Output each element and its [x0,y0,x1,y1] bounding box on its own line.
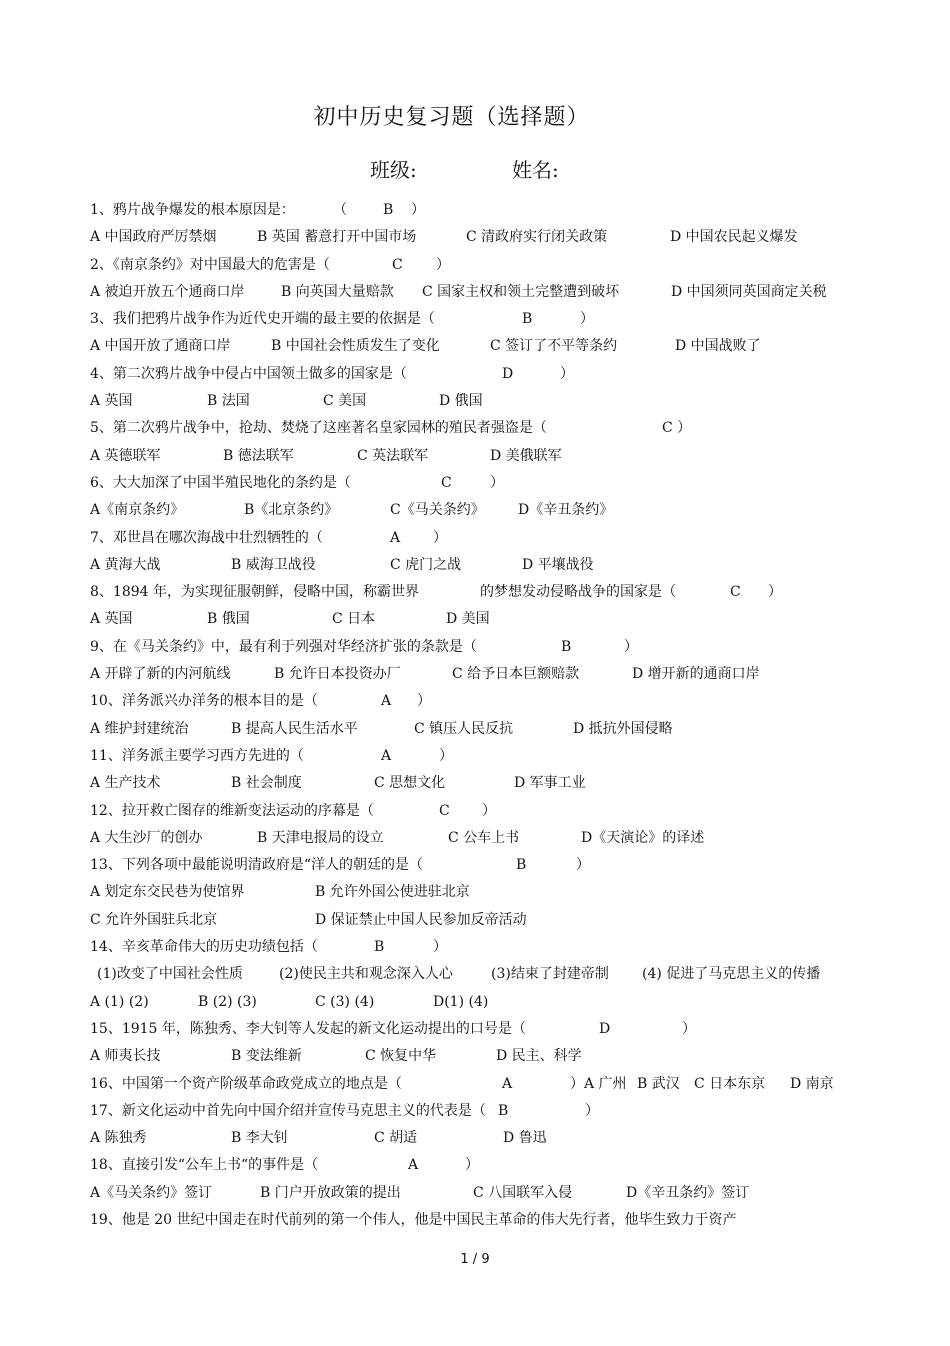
text-segment: 9、在《马关条约》中，最有利于列强对华经济扩张的条款是（ [90,638,477,655]
text-segment: C 国家主权和领土完整遭到破坏 [422,283,620,300]
text-segment: A 英国 [90,393,133,410]
question-line [90,306,850,333]
question-line [90,989,850,1016]
question-line [90,1207,850,1234]
text-segment: 14、辛亥革命伟大的历史功绩包括（ [90,939,318,956]
text-segment: D 美国 [446,611,490,628]
text-segment: D 俄国 [439,393,483,410]
text-segment: (2)使民主共和观念深入人心 [279,966,453,983]
text-segment: B 俄国 [207,611,250,628]
page-number: 1 / 9 [460,1252,490,1267]
text-segment: C 镇压人民反抗 [414,720,514,737]
text-segment: D 中国战败了 [675,338,761,355]
text-segment: C 八国联军入侵 [473,1184,573,1201]
text-segment: ） [433,939,447,956]
text-segment: D 平壤战役 [522,556,594,573]
text-segment: A [381,693,392,710]
text-segment: A 英国 [90,611,133,628]
text-segment: B 德法联军 [223,447,294,464]
text-segment: A [502,1075,513,1092]
question-line [90,1071,850,1098]
text-segment: D 抵抗外国侵略 [573,720,673,737]
text-segment: A [381,747,392,764]
text-segment: ） [482,802,496,819]
text-segment: D 鲁迅 [503,1130,547,1147]
text-segment: （ [333,202,347,218]
question-line [90,634,850,661]
text-segment: C [730,584,741,601]
question-line [90,1180,850,1207]
text-segment: D 美俄联军 [490,447,562,464]
question-line [90,1098,850,1125]
text-segment: B 李大钊 [231,1130,288,1147]
text-segment: 2、《南京条约》对中国最大的危害是（ [90,256,330,273]
text-segment: D 增开新的通商口岸 [632,666,760,683]
text-segment: ） [436,256,450,273]
question-line [90,333,850,360]
text-segment: C 恢复中华 [365,1048,437,1065]
text-segment: D 保证禁止中国人民参加反帝活动 [315,911,527,928]
text-segment: C [439,802,450,819]
text-segment: C [392,256,403,273]
text-segment: 18、直接引发“公车上书“的事件是（ [90,1157,319,1174]
text-segment: D [502,365,514,382]
text-segment: 10、洋务派兴办洋务的根本目的是（ [90,693,318,710]
text-segment: A [408,1157,419,1174]
question-line [90,525,850,552]
text-segment: ） [682,1020,696,1037]
text-segment: C 胡适 [374,1130,418,1147]
text-segment: D 民主、科学 [496,1048,582,1065]
text-segment: 15、1915 年，陈独秀、李大钊等人发起的新文化运动提出的口号是（ [90,1020,526,1037]
question-line [90,579,850,606]
question-line [90,798,850,825]
text-segment: B 法国 [207,393,250,410]
text-segment: C 给予日本巨额赔款 [452,666,580,683]
text-segment: 6、大大加深了中国半殖民地化的条约是（ [90,474,351,491]
text-segment: 11、洋务派主要学习西方先进的（ [90,747,304,764]
text-segment: ） [490,474,504,491]
text-segment: D 军事工业 [514,775,586,792]
question-list [90,197,850,1234]
text-segment: ） [439,747,453,764]
text-segment: ） [585,1102,599,1119]
text-segment: C (3) (4) [315,993,375,1010]
text-segment: B 武汉 [637,1075,680,1092]
text-segment: A《南京条约》 [90,502,185,519]
text-segment: 1、鸦片战争爆发的根本原因是： [90,202,295,218]
question-line [90,907,850,934]
question-line [90,552,850,579]
question-line [90,879,850,906]
question-line [90,770,850,797]
text-segment: B 社会制度 [231,775,302,792]
question-line [90,443,850,470]
text-segment: B [516,857,527,874]
text-segment: D(1) (4) [433,993,489,1010]
text-segment: B [374,939,385,956]
text-segment: ） [465,1157,479,1174]
question-line [90,716,850,743]
question-line [90,388,850,415]
text-segment: A (1) (2) [90,993,149,1010]
text-segment: (4) 促进了马克思主义的传播 [642,966,821,983]
text-segment: C 日本 [332,611,376,628]
text-segment: ） [768,584,782,601]
text-segment: C 允许外国驻兵北京 [90,911,218,928]
text-segment: B (2) (3) [198,993,257,1010]
text-segment: 8、1894 年，为实现征服朝鲜，侵略中国，称霸世界 [90,584,419,601]
text-segment: B 天津电报局的设立 [257,829,384,846]
question-line [90,606,850,633]
text-segment: C 美国 [323,393,367,410]
text-segment: B 门户开放政策的提出 [260,1184,401,1201]
question-line [90,1016,850,1043]
class-label: 班级: [370,158,417,182]
text-segment: ）A 广州 [570,1075,627,1092]
text-segment: D《辛丑条约》 [518,502,614,519]
question-line [90,852,850,879]
text-segment: 13、下列各项中最能说明清政府是“洋人的朝廷的是（ [90,857,423,874]
question-line [90,934,850,961]
text-segment: A 大生沙厂的创办 [90,829,203,846]
text-segment: D 中国农民起义爆发 [670,229,798,246]
text-segment: ） [417,693,431,710]
question-line [90,1125,850,1152]
text-segment: 7、邓世昌在哪次海战中壮烈牺牲的（ [90,529,323,546]
text-segment: ） [411,202,425,218]
text-segment: (3)结束了封建帝制 [491,966,609,983]
text-segment: ） [580,311,594,328]
text-segment: 5、第二次鸦片战争中，抢劫、焚烧了这座著名皇家园林的殖民者强盗是（ [90,420,547,437]
text-segment: B 允许外国公使进驻北京 [315,884,470,901]
text-segment: 12、拉开救亡图存的维新变法运动的序幕是（ [90,802,374,819]
text-segment: B 向英国大量赔款 [281,283,394,300]
text-segment: C《马关条约》 [390,502,485,519]
text-segment: C [441,474,452,491]
question-line [90,825,850,852]
text-segment: A 维护封建统治 [90,720,189,737]
text-segment: 3、我们把鸦片战争作为近代史开端的最主要的依据是（ [90,311,435,328]
question-line [90,279,850,306]
question-line [90,470,850,497]
text-segment: B 威海卫战役 [231,556,316,573]
text-segment: A 黄海大战 [90,556,161,573]
question-line [90,415,850,442]
question-line [90,961,850,988]
question-line [90,661,850,688]
text-segment: C 英法联军 [357,447,429,464]
text-segment: B 英国 蓄意打开中国市场 [257,229,417,246]
text-segment: B [522,311,533,328]
text-segment: A [390,529,401,546]
question-line [90,688,850,715]
text-segment: C 清政府实行闭关政策 [466,229,608,246]
question-line [90,197,850,224]
text-segment: B [561,638,572,655]
text-segment: ） [576,857,590,874]
text-segment: A《马关条约》签订 [90,1184,213,1201]
text-segment: A 开辟了新的内河航线 [90,666,231,683]
text-segment: A 中国开放了通商口岸 [90,338,231,355]
text-segment: A 划定东交民巷为使馆界 [90,884,245,901]
text-segment: B [383,202,394,218]
text-segment: B 提高人民生活水平 [231,720,358,737]
text-segment: C 虎门之战 [390,556,462,573]
text-segment: A 中国政府严厉禁烟 [90,229,217,246]
text-segment: B 变法维新 [231,1048,302,1065]
question-line [90,1043,850,1070]
text-segment: A 师夷长技 [90,1048,161,1065]
text-segment: 19、他是 20 世纪中国走在时代前列的第一个伟人，他是中国民主革命的伟大先行者，他毕生致力于资产 [90,1211,737,1228]
text-segment: A 生产技术 [90,775,161,792]
question-line [90,252,850,279]
text-segment: C 签订了不平等条约 [490,338,618,355]
text-segment: A 被迫开放五个通商口岸 [90,283,245,300]
text-segment: B《北京条约》 [244,502,339,519]
question-line [90,743,850,770]
text-segment: D《辛丑条约》签订 [626,1184,750,1201]
text-segment: ） [560,365,574,382]
text-segment: ） [433,529,447,546]
text-segment: (1)改变了中国社会性质 [97,966,243,983]
text-segment: C ） [662,420,692,437]
text-segment: A 陈独秀 [90,1130,147,1147]
text-segment: D 中国须同英国商定关税 [671,283,827,300]
text-segment: 4、第二次鸦片战争中侵占中国领土做多的国家是（ [90,365,407,382]
text-segment: ） [624,638,638,655]
text-segment: 16、中国第一个资产阶级革命政党成立的地点是（ [90,1075,402,1092]
text-segment: C 思想文化 [374,775,446,792]
text-segment: C 公车上书 [448,829,520,846]
text-segment: 的梦想发动侵略战争的国家是（ [480,584,676,601]
name-label: 姓名: [512,158,559,182]
text-segment: B 允许日本投资办厂 [274,666,401,683]
question-line [90,1152,850,1179]
question-line [90,497,850,524]
text-segment: C 日本东京 [694,1075,766,1092]
text-segment: D [599,1020,611,1037]
text-segment: D 南京 [790,1075,834,1092]
text-segment: B [498,1102,509,1119]
page-title: 初中历史复习题（选择题） [313,105,590,130]
text-segment: A 英德联军 [90,447,161,464]
question-line [90,224,850,251]
text-segment: D《天演论》的译述 [581,829,705,846]
question-line [90,361,850,388]
text-segment: B 中国社会性质发生了变化 [271,338,440,355]
text-segment: 17、新文化运动中首先向中国介绍并宣传马克思主义的代表是（ [90,1102,486,1119]
